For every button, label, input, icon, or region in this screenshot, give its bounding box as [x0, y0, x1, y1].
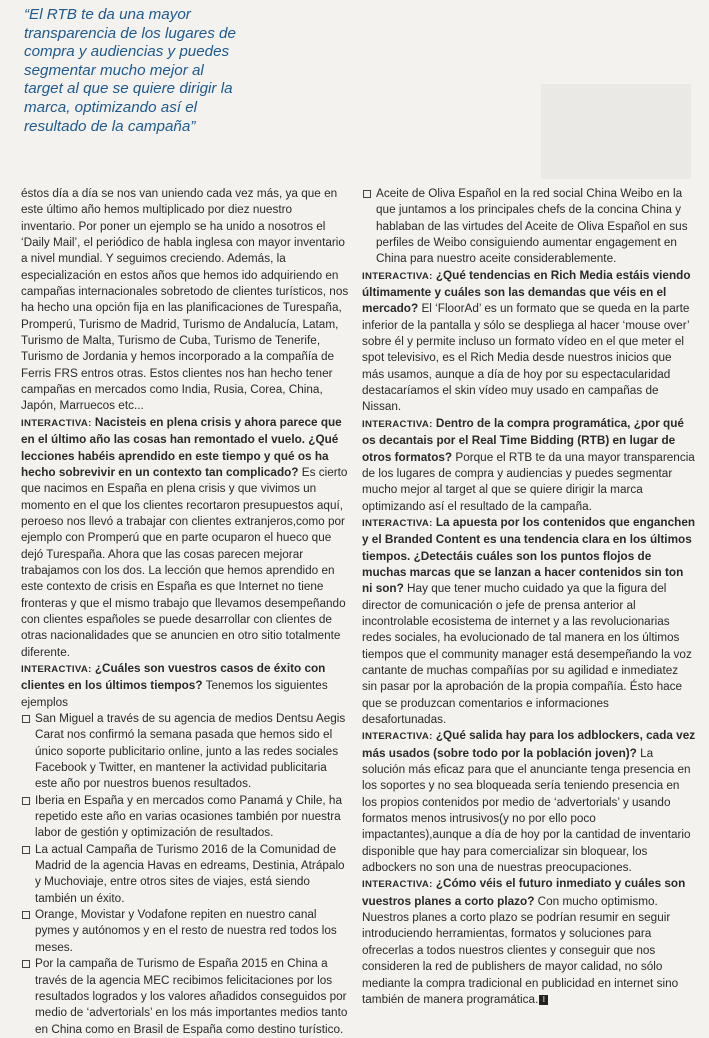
list-item: La actual Campaña de Turismo 2016 de la Comunidad de Madrid de la agencia Havas en edreams, Destinia, Atrápalo y Muchoviaje, entre otros sites de viajes, está siendo también un éxito. — [21, 842, 349, 907]
list-item: Aceite de Oliva Español en la red social China Weibo en la que juntamos a los principales chefs de la concina China y hablaban de las virtudes del Aceite de Oliva Español en sus perfiles de Weibo consiguiendo aumentar engagement en China para nuestro aceite considerablemente. — [362, 186, 696, 268]
question-tag: INTERACTIVA: — [362, 731, 433, 743]
answer: Tenemos los siguientes ejemplos — [21, 679, 328, 709]
checkbox-bullet-icon — [22, 846, 30, 854]
list-item: Por la campaña de Turismo de España 2015 en China a través de la agencia MEC recibimos felicitaciones por los resultados logrados y los valores añadidos conseguidos por medio de ‘advertorials’ en los más importantes medios tanto en China como en Brasil de España como destino turístico. — [21, 956, 349, 1038]
question-answer — [21, 661, 349, 711]
question-tag: INTERACTIVA: — [21, 417, 92, 429]
question-tag: INTERACTIVA: — [362, 418, 433, 430]
question-answer — [362, 876, 696, 1008]
question-tag: INTERACTIVA: — [362, 879, 433, 891]
faded-photo — [541, 84, 691, 179]
question-tag: INTERACTIVA: — [362, 517, 433, 529]
question-answer — [21, 415, 349, 661]
question: ¿Cuáles son vuestros casos de éxito con clientes en los últimos tiempos? — [21, 661, 326, 693]
checkbox-bullet-icon — [22, 715, 30, 723]
question: Nacisteis en plena crisis y ahora parece que en el último año las cosas han remontado el vuelo. ¿Qué lecciones habéis aprendido en este tiempo y qué os ha hecho sobrevivir en un contexto tan complicado? — [21, 415, 342, 479]
list-item: Iberia en España y en mercados como Panamá y Chile, ha repetido este año en varias ocasiones también por nuestra labor de gestión y optimización de resultados. — [21, 793, 349, 842]
question-answer — [362, 416, 696, 515]
question-answer — [362, 728, 696, 876]
question-tag: INTERACTIVA: — [362, 270, 433, 282]
answer: Hay que tener mucho cuidado ya que la figura del director de comunicación o jefe de prensa anterior al incontrolable ecosistema de internet y a las revolucionarias redes sociales, ha evolucionado de tal manera en los últimos tiempos que el community manager está desempeñando la voz cantante de muchas compañías por su agilidad e inmediatez sin pasar por la aprobación de la propia compañía. Ésto hace que se produzcan comentarios e informaciones desafortunadas. — [362, 582, 692, 726]
list-item: Orange, Movistar y Vodafone repiten en nuestro canal pymes y autónomos y en el resto de nuestra red todos los meses. — [21, 907, 349, 956]
checkbox-bullet-icon — [363, 190, 371, 198]
question: La apuesta por los contenidos que enganchen y el Branded Content es una tendencia clara en los últimos tiempos. ¿Detectáis cuáles son los puntos flojos de muchas marcas que se lanzan a hacer contenidos sin ton ni son? — [362, 515, 696, 596]
question: ¿Qué tendencias en Rich Media estáis viendo últimamente y cuáles son las demandas que véis en el mercado? — [362, 268, 691, 316]
question: ¿Cómo véis el futuro inmediato y cuáles son vuestros planes a corto plazo? — [362, 877, 686, 908]
answer: Porque el RTB te da una mayor transparencia de los lugares de compra y audiencias y puedes segmentar mucho mejor al target al que se quiere dirigir la marca optimizando así el resultado de la campaña. — [362, 450, 695, 513]
question-answer — [362, 515, 696, 728]
left-column — [21, 186, 349, 1038]
checkbox-bullet-icon — [22, 960, 30, 968]
answer: Es cierto que nacimos en España en plena crisis y que vivimos un momento en el que los clientes recortaron presupuestos aquí, peroeso nos llevó a trabajar con clientes extranjeros,como por ejemplo con Promperú que en parte ocuparon el hueco que dejó Turespaña. Ahora que las cosas parecen mejorar trabajamos con los dos. La lección que hemos aprendido en este contexto de crisis en España es que Internet no tiene fronteras y que el mismo trabajo que llevamos desempeñando con clientes españoles se puede desarrollar con clientes de otras nacionalidades que se anuncien en otro sitio totalmente diferente. — [21, 465, 348, 659]
reverse-page-show-through — [260, 0, 709, 175]
checkbox-bullet-icon — [22, 911, 30, 919]
answer: El ‘FloorAd’ es un formato que se queda en la parte inferior de la pantalla y sólo se despliega al hacer ‘mouse over’ sobre él y permite incluso un formato vídeo en el que meter el spot televisivo, es el Rich Media desde nuestros inicios que más usamos, aunque a día de hoy por su espectacularidad destacaríamos el skin vídeo muy usado en campañas de Nissan. — [362, 302, 690, 414]
article-end-mark-icon: I — [539, 995, 548, 1005]
question-answer — [362, 268, 696, 416]
question-tag: INTERACTIVA: — [21, 663, 92, 675]
list-item: San Miguel a través de su agencia de medios Dentsu Aegis Carat nos confirmó la semana pasada que hemos sido el único soporte publicitario online, junto a las redes sociales Facebook y Twitter, en mantener la actividad publicitaria este año por nuestros buenos resultados. — [21, 711, 349, 793]
checkbox-bullet-icon — [22, 797, 30, 805]
question: ¿Qué salida hay para los adblockers, cada vez más usados (sobre todo por la población joven)? — [362, 729, 696, 760]
pull-quote: “El RTB te da una mayor transparencia de los lugares de compra y audiencias y puedes segmentar mucho mejor al target al que se quiere dirigir la marca, optimizando así el resultado de la campaña” — [24, 6, 236, 135]
answer: La solución más eficaz para que el anunciante tenga presencia en los soportes y no sea bloqueada sería teniendo presencia en los propios contenidos por medio de ‘advertorials’ y usando formatos menos intrusivos(y no por ello poco impactantes),aunque a día de hoy por la cantidad de inventario disponible que hay para comercializar sin bloquear, los adbockers no son una de nuestras preocupaciones. — [362, 746, 691, 875]
question: Dentro de la compra programática, ¿por qué os decantais por el Real Time Bidding (RTB) en lugar de otros formatos? — [362, 416, 684, 464]
right-column — [362, 186, 696, 1008]
answer: Con mucho optimismo. Nuestros planes a corto plazo se podrían resumir en seguir introduciendo herramientas, formatos y soluciones para ofrecerlas a todos nuestros clientes y conseguir que nos consideren la red de publishers de mayor calidad, no sólo mediante la compra tradicional en publicidad en internet sino también de manera programática. — [362, 894, 679, 1006]
paragraph: éstos día a día se nos van uniendo cada vez más, ya que en este último año hemos multiplicado por diez nuestro inventario. Por poner un ejemplo se ha unido a nosotros el ‘Daily Mail’, el periódico de habla inglesa con mayor inventario a nivel mundial. Y seguimos creciendo. Además, la especialización en estos años que hemos ido adquiriendo en campañas internacionales sobretodo de clientes turísticos, nos ha hecho una opción fija en las planificaciones de Turespaña, Promperú, Turismo de Madrid, Turismo de Andalucía, Latam, Turismo de Malta, Turismo de Cuba, Turismo de Tenerife, Turismo de Jordania y hemos incorporado a la compañía de Ferris FRS entros otras. Estos clientes nos han hecho tener campañas en mercados como India, Rusia, Corea, China, Japón, Marruecos etc... — [21, 187, 349, 413]
